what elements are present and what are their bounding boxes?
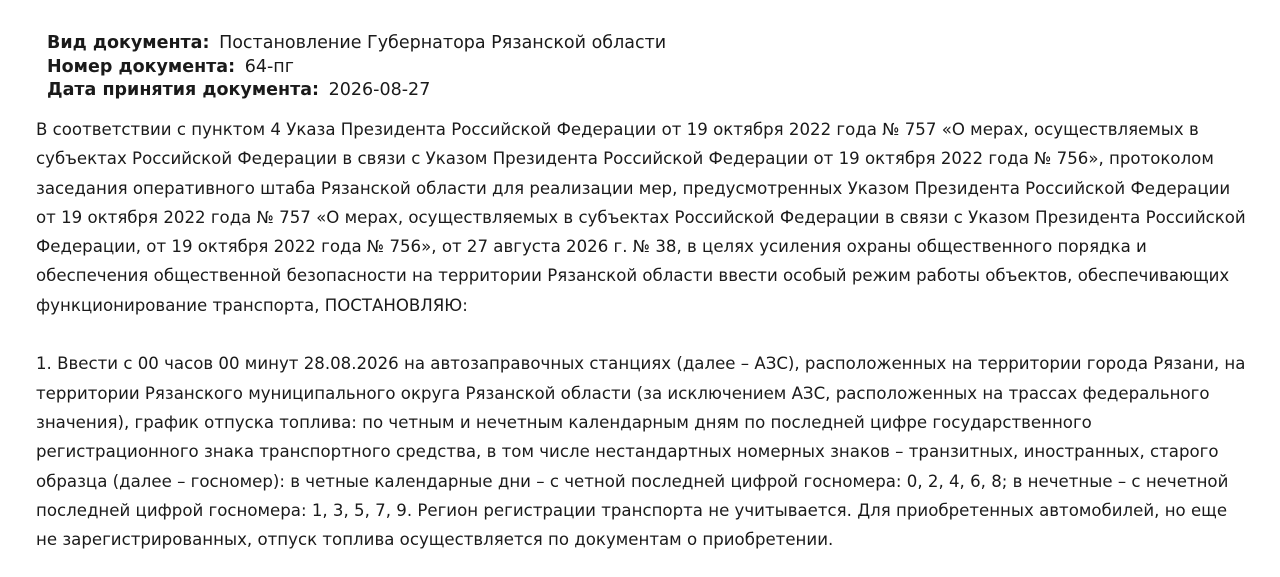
doc-date-label: Дата принятия документа: (47, 80, 320, 100)
doc-type-label: Вид документа: (47, 33, 210, 53)
clause-1-paragraph: 1. Ввести с 00 часов 00 минут 28.08.2026 на автозаправочных станциях (далее – АЗС), расположенных на территории города Рязани, на территории Рязанского муниципального округа Рязанской области (за исключением АЗС, расположенных на трассах федерального значения), график отпуска топлива: по четным и нечетным календарным дням по последней цифре государственного регистрационного знака транспортного средства, в том числе нестандартных номерных знаков – транзитных, иностранных, старого образца (далее – госномер): в четные календарные дни – с четной последней цифрой госномера: 0, 2, 4, 6, 8; в нечетные – с нечетной последней цифрой госномера: 1, 3, 5, 7, 9. Регион регистрации транспорта не учитывается. Для приобретенных автомобилей, но еще не зарегистрированных, отпуск топлива осуществляется по документам о приобретении. (36, 354, 1246, 550)
doc-number-label: Номер документа: (47, 56, 236, 77)
preamble-paragraph: В соответствии с пунктом 4 Указа Президента Российской Федерации от 19 октября 2022 года № 757 «О мерах, осуществляемых в субъектах Российской Федерации в связи с Указом Президента Российской Федерации от 19 октября 2022 года № 756», протоколом заседания оперативного штаба Рязанской области для реализации мер, предусмотренных Указом Президента Российской Федерации от 19 октября 2022 года № 757 «О мерах, осуществляемых в субъектах Российской Федерации в связи с Указом Президента Российской Федерации, от 19 октября 2022 года № 756», от 27 августа 2026 г. № 38, в целях усиления охраны общественного порядка и обеспечения общественной безопасности на территории Рязанской области ввести особый режим работы объектов, обеспечивающих функционирование транспорта, ПОСТАНОВЛЯЮ: (36, 120, 1246, 315)
doc-date-value: 2026-08-27 (328, 80, 431, 100)
doc-date-row (47, 79, 666, 103)
doc-number-value: 64-пг (244, 56, 294, 77)
doc-type-row (47, 32, 666, 56)
document-metadata (47, 32, 666, 103)
doc-number-row (47, 56, 666, 80)
doc-type-value: Постановление Губернатора Рязанской области (219, 33, 667, 53)
document-body (36, 115, 1251, 554)
